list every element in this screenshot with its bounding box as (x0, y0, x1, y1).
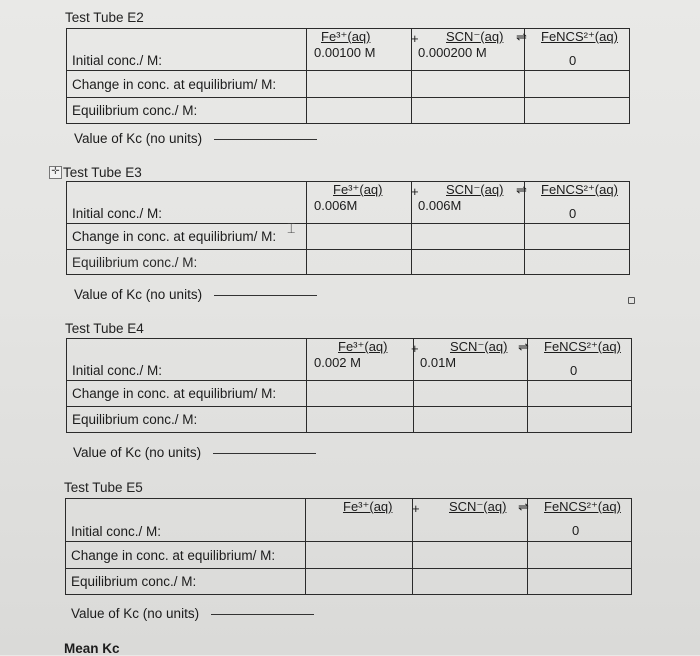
text-cursor-icon: ⌶ (287, 220, 296, 236)
cell-eq-fe[interactable] (306, 569, 413, 595)
scn-cell[interactable] (412, 29, 525, 71)
fencs-species: FeNCS²⁺(aq) (544, 339, 621, 354)
cell-change-fencs[interactable] (528, 542, 632, 569)
cell-eq-scn[interactable] (412, 250, 525, 275)
fencs-species: FeNCS²⁺(aq) (544, 499, 621, 514)
kc-blank-e3[interactable] (214, 295, 317, 296)
fe-species: Fe³⁺(aq) (338, 339, 388, 354)
cell-eq-fe[interactable] (307, 250, 412, 275)
cell-change-fencs[interactable] (525, 224, 630, 250)
mean-kc-label: Mean Kc (64, 641, 120, 656)
plus-sign: + (411, 341, 419, 356)
scn-species: SCN⁻(aq) (450, 339, 508, 354)
row-label-initial: Initial conc./ M: (67, 182, 307, 224)
move-handle-icon[interactable]: ✛ (49, 166, 62, 179)
cell-change-scn[interactable] (412, 71, 525, 98)
row-label-change: Change in conc. at equilibrium/ M: (66, 542, 306, 569)
row-label-initial: Initial conc./ M: (66, 499, 306, 542)
cell-eq-scn[interactable] (414, 407, 528, 433)
scn-cell[interactable] (413, 499, 528, 542)
fe-species: Fe³⁺(aq) (343, 499, 393, 514)
fe-species: Fe³⁺(aq) (333, 182, 383, 197)
equilibrium-arrow: ⇌ (518, 499, 529, 514)
kc-line-e4: Value of Kc (no units) (73, 445, 316, 460)
fencs-initial-conc: 0 (569, 53, 577, 68)
table-e4 (66, 338, 632, 433)
cell-change-fencs[interactable] (525, 71, 630, 98)
scn-initial-conc: 0.01M (420, 355, 457, 370)
page-marker (628, 297, 635, 304)
row-label-change: Change in conc. at equilibrium/ M: (67, 71, 307, 98)
scn-cell[interactable] (412, 182, 525, 224)
fencs-cell[interactable] (525, 182, 630, 224)
table-e3 (66, 181, 630, 275)
section-title-e2: Test Tube E2 (65, 10, 144, 25)
fencs-cell[interactable] (528, 499, 632, 542)
fe-initial-conc: 0.006M (314, 198, 358, 213)
cell-change-scn[interactable] (414, 381, 528, 407)
equilibrium-arrow: ⇌ (516, 182, 527, 197)
kc-blank-e4[interactable] (213, 453, 316, 454)
row-label-equilibrium: Equilibrium conc./ M: (67, 98, 307, 124)
row-label-initial: Initial conc./ M: (67, 339, 307, 381)
cell-eq-fe[interactable] (307, 407, 414, 433)
table-e5 (65, 498, 632, 595)
row-label-equilibrium: Equilibrium conc./ M: (67, 250, 307, 275)
scn-cell[interactable] (414, 339, 528, 381)
cell-change-fe[interactable] (307, 71, 412, 98)
plus-sign: + (412, 501, 420, 516)
cell-eq-fencs[interactable] (528, 407, 632, 433)
scn-initial-conc: 0.000200 M (418, 45, 487, 60)
equilibrium-arrow: ⇌ (518, 339, 529, 354)
fe-initial-conc: 0.00100 M (314, 45, 376, 60)
fe-cell[interactable] (306, 499, 420, 542)
fencs-species: FeNCS²⁺(aq) (541, 182, 618, 197)
plus-sign: + (411, 184, 419, 199)
cell-change-scn[interactable] (412, 224, 525, 250)
cell-change-fe[interactable] (306, 542, 413, 569)
cell-eq-fe[interactable] (307, 98, 412, 124)
fe-cell[interactable] (307, 339, 419, 381)
scn-species: SCN⁻(aq) (449, 499, 507, 514)
row-label-change: Change in conc. at equilibrium/ M: (67, 381, 307, 407)
fe-initial-conc: 0.002 M (314, 355, 361, 370)
fencs-species: FeNCS²⁺(aq) (541, 29, 618, 44)
cell-eq-fencs[interactable] (525, 250, 630, 275)
section-title-e5: Test Tube E5 (64, 480, 143, 495)
fencs-initial-conc: 0 (569, 206, 577, 221)
kc-blank-e2[interactable] (214, 139, 317, 140)
fe-cell[interactable] (307, 182, 419, 224)
equilibrium-arrow: ⇌ (516, 29, 527, 44)
row-label-initial: Initial conc./ M: (67, 29, 307, 71)
row-label-change: Change in conc. at equilibrium/ M: (67, 224, 307, 250)
row-label-equilibrium: Equilibrium conc./ M: (66, 569, 306, 595)
cell-eq-scn[interactable] (412, 98, 525, 124)
plus-sign: + (411, 31, 419, 46)
fencs-initial-conc: 0 (570, 363, 578, 378)
kc-line-e2: Value of Kc (no units) (74, 131, 317, 146)
cell-eq-scn[interactable] (413, 569, 528, 595)
cell-change-fe[interactable] (307, 224, 412, 250)
fencs-initial-conc: 0 (572, 523, 580, 538)
fe-cell[interactable] (307, 29, 419, 71)
kc-line-e5: Value of Kc (no units) (71, 606, 314, 621)
fe-species: Fe³⁺(aq) (321, 29, 371, 44)
cell-eq-fencs[interactable] (528, 569, 632, 595)
cell-change-fe[interactable] (307, 381, 414, 407)
scn-species: SCN⁻(aq) (446, 29, 504, 44)
table-e2 (66, 28, 630, 124)
kc-line-e3: Value of Kc (no units) (74, 287, 317, 302)
fencs-cell[interactable] (528, 339, 632, 381)
section-title-e4: Test Tube E4 (65, 321, 144, 336)
fencs-cell[interactable] (525, 29, 630, 71)
cell-change-scn[interactable] (413, 542, 528, 569)
kc-blank-e5[interactable] (211, 614, 314, 615)
cell-eq-fencs[interactable] (525, 98, 630, 124)
section-title-e3: Test Tube E3 (63, 165, 142, 180)
scn-initial-conc: 0.006M (418, 198, 462, 213)
row-label-equilibrium: Equilibrium conc./ M: (67, 407, 307, 433)
scn-species: SCN⁻(aq) (446, 182, 504, 197)
cell-change-fencs[interactable] (528, 381, 632, 407)
